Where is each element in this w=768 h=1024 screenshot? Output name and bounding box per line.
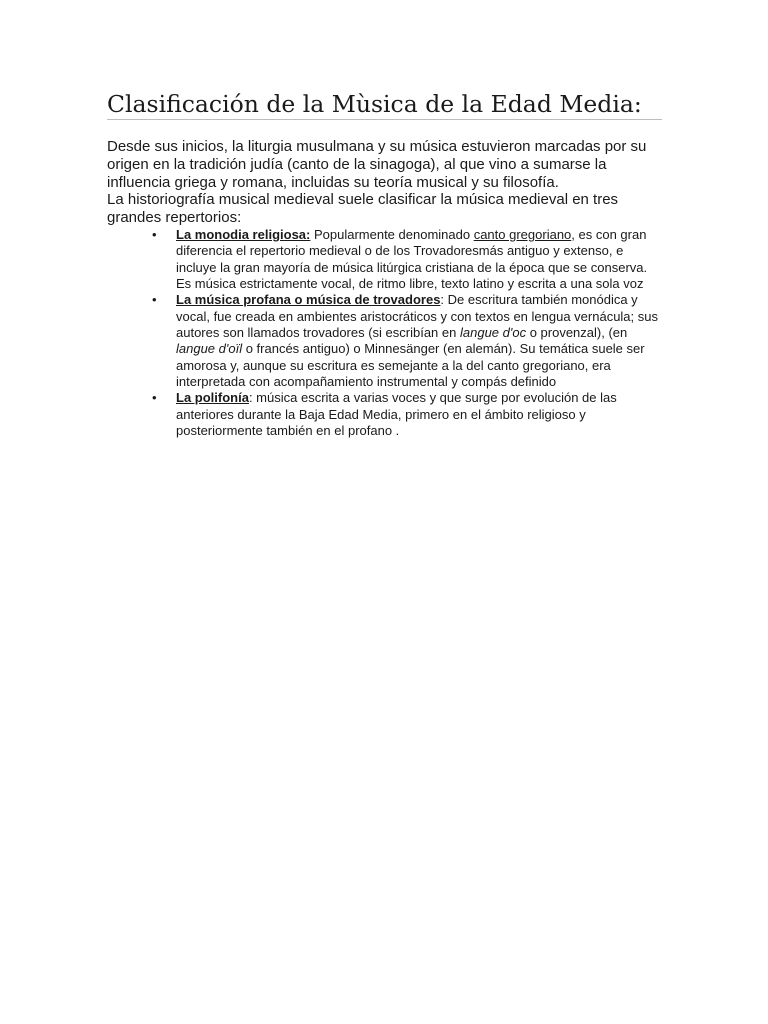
intro-text [107,138,667,227]
list-item-monodia [152,227,662,292]
term-monodia: La monodia religiosa: [176,227,311,242]
bullet-icon: • [152,227,157,242]
term-polifonia: La polifonía [176,390,249,406]
bullet-icon: • [152,390,157,406]
item-text: o provenzal), (en [526,325,628,341]
intro-paragraph-2: La historiografía musical medieval suele clasificar la música medieval en tres grandes repertorios: [107,191,619,227]
page-title: Clasificación de la Mùsica de la Edad Media: [107,90,642,118]
list-item-polifonia [152,390,662,439]
italic-term: langue d'oc [459,325,527,341]
italic-term: langue d'oïl [176,341,243,357]
title-divider [107,119,662,120]
repertoire-list [152,227,662,439]
term-musica-profana: La música profana o música de trovadores [176,292,441,308]
item-text: , es con gran diferencia el repertorio medieval o de los Trovadoresmás antiguo y extenso, e incluye la gran mayoría de música litúrgica cristiana de la época que se conserva. Es música estrictamente vocal, de ritmo libre, texto latino y escrita a una sola voz [176,227,648,292]
bullet-icon: • [152,292,157,308]
item-text: Popularmente denominado [310,227,474,242]
item-text: : música escrita a varias voces y que surge por evolución de las anteriores durante la Baja Edad Media, primero en el ámbito religioso y posteriormente también en el profano . [176,390,617,439]
canto-gregoriano-link[interactable]: canto gregoriano [473,227,572,242]
item-text: : De escritura también monódica y vocal, fue creada en ambientes aristocráticos y con textos en lengua vernácula; sus autores son llamados trovadores (si escribían en [176,292,658,341]
intro-paragraph-1: Desde sus inicios, la liturgia musulmana y su música estuvieron marcadas por su origen en la tradición judía (canto de la sinagoga), al que vino a sumarse la influencia griega y romana, incluidas su teoría musical y su filosofía. [107,138,647,191]
list-item-musica-profana [152,292,662,390]
item-text: o francés antiguo) o Minnesänger (en alemán). Su temática suele ser amorosa y, aunque su escritura es semejante a la del canto gregoriano, era interpretada con acompañamiento instrumental y compás definido [176,341,645,390]
